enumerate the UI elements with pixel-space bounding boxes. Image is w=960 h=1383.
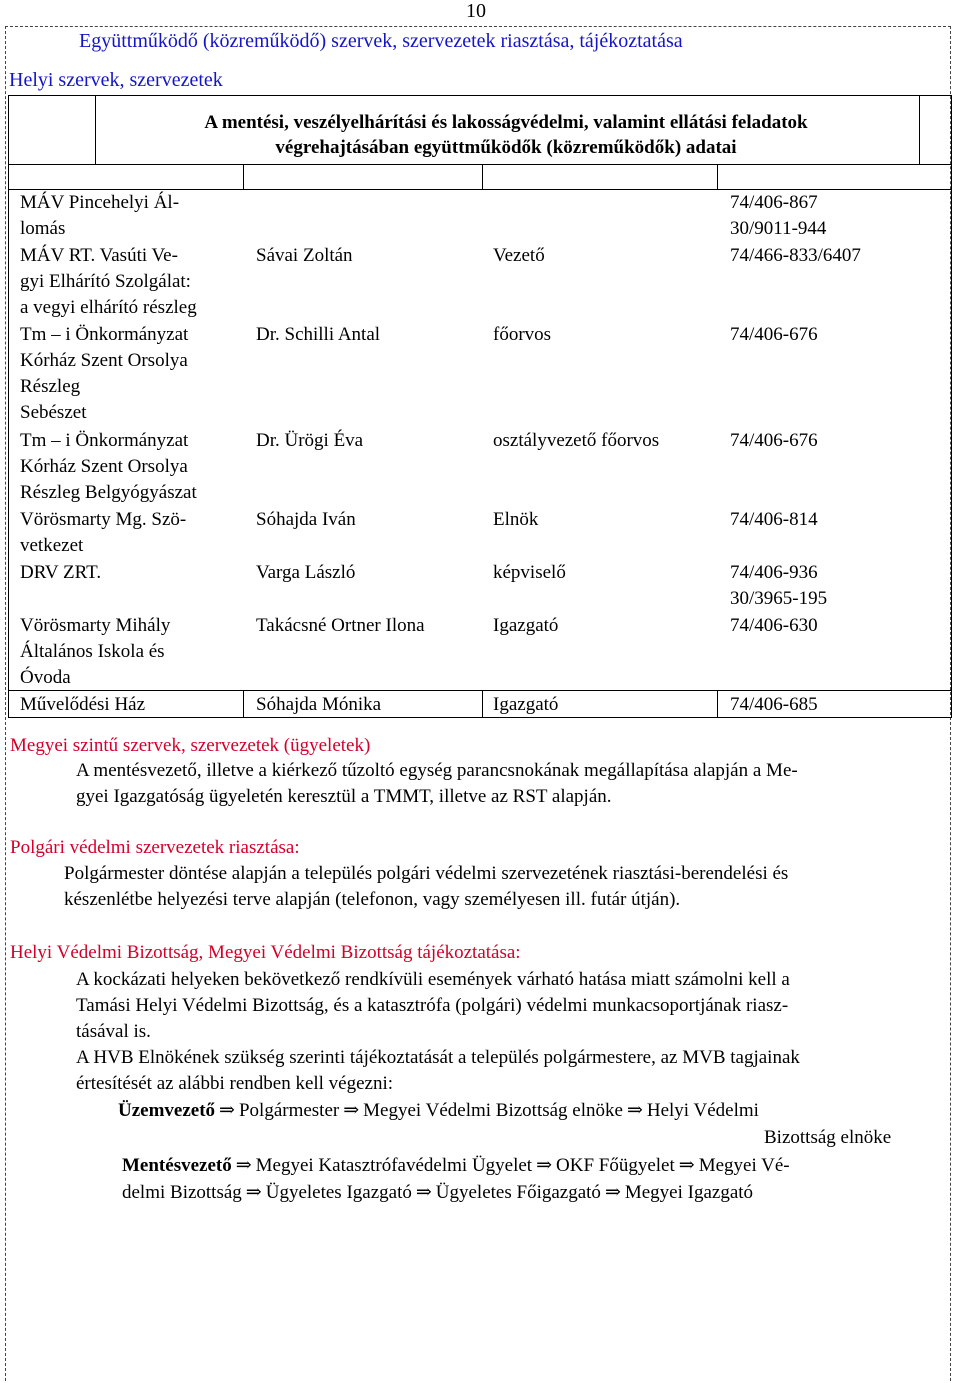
section3-p2-line2: értesítését az alábbi rendben kell végezni: [76,1073,394,1094]
section-heading-county: Megyei szintű szervek, szervezetek (ügyeletek) [10,735,371,756]
table-cell-org: Tm – i Önkormányzat Kórház Szent Orsolya Részleg Belgyógyászat [20,430,197,503]
table-cell-org: MÁV RT. Vasúti Ve- gyi Elhárító Szolgálat: a vegyi elhárító részleg [20,245,197,318]
table-cell-phone: 74/406-630 [730,615,818,636]
table-cell-phone: 74/406-676 [730,430,818,451]
table-cell-role: Elnök [493,509,539,530]
table-cell-name: Sóhajda Iván [256,509,356,530]
table-cell-phone: 74/406-867 30/9011-944 [730,192,827,239]
arrow-icon: ⇒ [536,1155,553,1176]
section3-p1-line1: A kockázati helyeken bekövetkező rendkívüli események várható hatása miatt számolni kell a [76,969,790,990]
chain-step: Megyei Katasztrófavédelmi Ügyelet [255,1155,533,1176]
table-rule [919,95,920,164]
arrow-icon: ⇒ [343,1100,360,1121]
table-cell-org: Művelődési Ház [20,694,146,715]
table-cell-org: Vörösmarty Mg. Szö- vetkezet [20,509,187,556]
chain-step: Megyei Védelmi Bizottság elnöke [363,1100,623,1121]
page-number: 10 [466,0,486,22]
table-rule [482,690,483,718]
table-cell-role: Igazgató [493,615,559,636]
chain-step: OKF Főügyelet [556,1155,675,1176]
chain-step: Ügyeletes Igazgató [265,1182,412,1203]
table-rule [717,690,718,718]
chain-label: Üzemvezető [118,1100,216,1121]
table-cell-phone: 74/406-685 [730,694,818,715]
table-cell-name: Takácsné Ortner Ilona [256,615,425,636]
page-title: Együttműködő (közreműködő) szervek, szervezetek riasztása, tájékoztatása [79,30,683,52]
arrow-icon: ⇒ [219,1100,235,1121]
notification-chain-1 [118,1097,759,1124]
table-cell-org: Tm – i Önkormányzat Kórház Szent Orsolya Részleg Sebészet [20,324,189,423]
table-cell-phone: 74/406-676 [730,324,818,345]
table-cell-role: osztályvezető főorvos [493,430,660,451]
arrow-icon: ⇒ [245,1182,262,1203]
chain-step: Ügyeletes Főigazgató [435,1182,601,1203]
arrow-icon: ⇒ [626,1100,643,1121]
table-rule [482,164,483,190]
table-rule [717,164,718,190]
table-cell-phone: 74/466-833/6407 [730,245,861,266]
chain-step: Helyi Védelmi [646,1100,759,1121]
section-heading-defense-committee: Helyi Védelmi Bizottság, Megyei Védelmi Bizottság tájékoztatása: [10,942,521,963]
notification-chain-2 [122,1152,790,1179]
table-title [96,110,916,160]
table-cell-org: Vörösmarty Mihály Általános Iskola és Óvoda [20,615,171,688]
table-cell-name: Dr. Schilli Antal [256,324,381,345]
arrow-icon: ⇒ [415,1182,432,1203]
table-cell-role: Vezető [493,245,545,266]
table-cell-org: MÁV Pincehelyi Ál- lomás [20,192,180,239]
section2-line2: készenlétbe helyezési terve alapján (telefonon, vagy személyesen ill. futár útján). [64,889,681,910]
table-cell-name: Sávai Zoltán [256,245,353,266]
table-title-line2: végrehajtásában együttműködők (közreműködők) adatai [275,137,737,158]
chain-step: Megyei Igazgató [624,1182,754,1203]
section-heading-civil-defense: Polgári védelmi szervezetek riasztása: [10,837,300,858]
table-cell-name: Varga László [256,562,356,583]
section-heading-local: Helyi szervek, szervezetek [9,69,223,91]
notification-chain-2-continued [122,1179,753,1206]
chain-step: Polgármester [238,1100,340,1121]
table-cell-phone: 74/406-814 [730,509,818,530]
arrow-icon: ⇒ [604,1182,621,1203]
table-cell-org: DRV ZRT. [20,562,102,583]
table-rule [8,164,952,165]
table-cell-role: főorvos [493,324,552,345]
table-rule [243,690,244,718]
table-rule [8,95,9,718]
table-rule [95,95,96,164]
section3-p2-line1: A HVB Elnökének szükség szerinti tájékoztatását a település polgármestere, az MVB tagjainak [76,1047,800,1068]
chain-step: Megyei Vé- [698,1155,790,1176]
arrow-icon: ⇒ [235,1155,252,1176]
chain-label: Mentésvezető [122,1155,232,1176]
table-title-line1: A mentési, veszélyelhárítási és lakosságvédelmi, valamint ellátási feladatok [204,112,808,133]
table-cell-role: Igazgató [493,694,559,715]
section1-line2: gyei Igazgatóság ügyeletén keresztül a TMMT, illetve az RST alapján. [76,786,612,807]
chain-step: delmi Bizottság [122,1182,242,1203]
arrow-icon: ⇒ [678,1155,695,1176]
table-cell-role: képviselő [493,562,566,583]
chain-step-continued: Bizottság elnöke [764,1127,892,1148]
section3-p1-line2: Tamási Helyi Védelmi Bizottság, és a katasztrófa (polgári) védelmi munkacsoportjának riasz- [76,995,789,1016]
table-rule [243,164,244,190]
section3-p1-line3: tásával is. [76,1021,151,1042]
section2-line1: Polgármester döntése alapján a település polgári védelmi szervezetének riasztási-berendelési és [64,863,789,884]
section1-line1: A mentésvezető, illetve a kiérkező tűzoltó egység parancsnokának megállapítása alapján a Me- [76,760,798,781]
table-cell-name: Sóhajda Mónika [256,694,382,715]
table-cell-phone: 74/406-936 30/3965-195 [730,562,828,609]
table-cell-name: Dr. Ürögi Éva [256,430,364,451]
